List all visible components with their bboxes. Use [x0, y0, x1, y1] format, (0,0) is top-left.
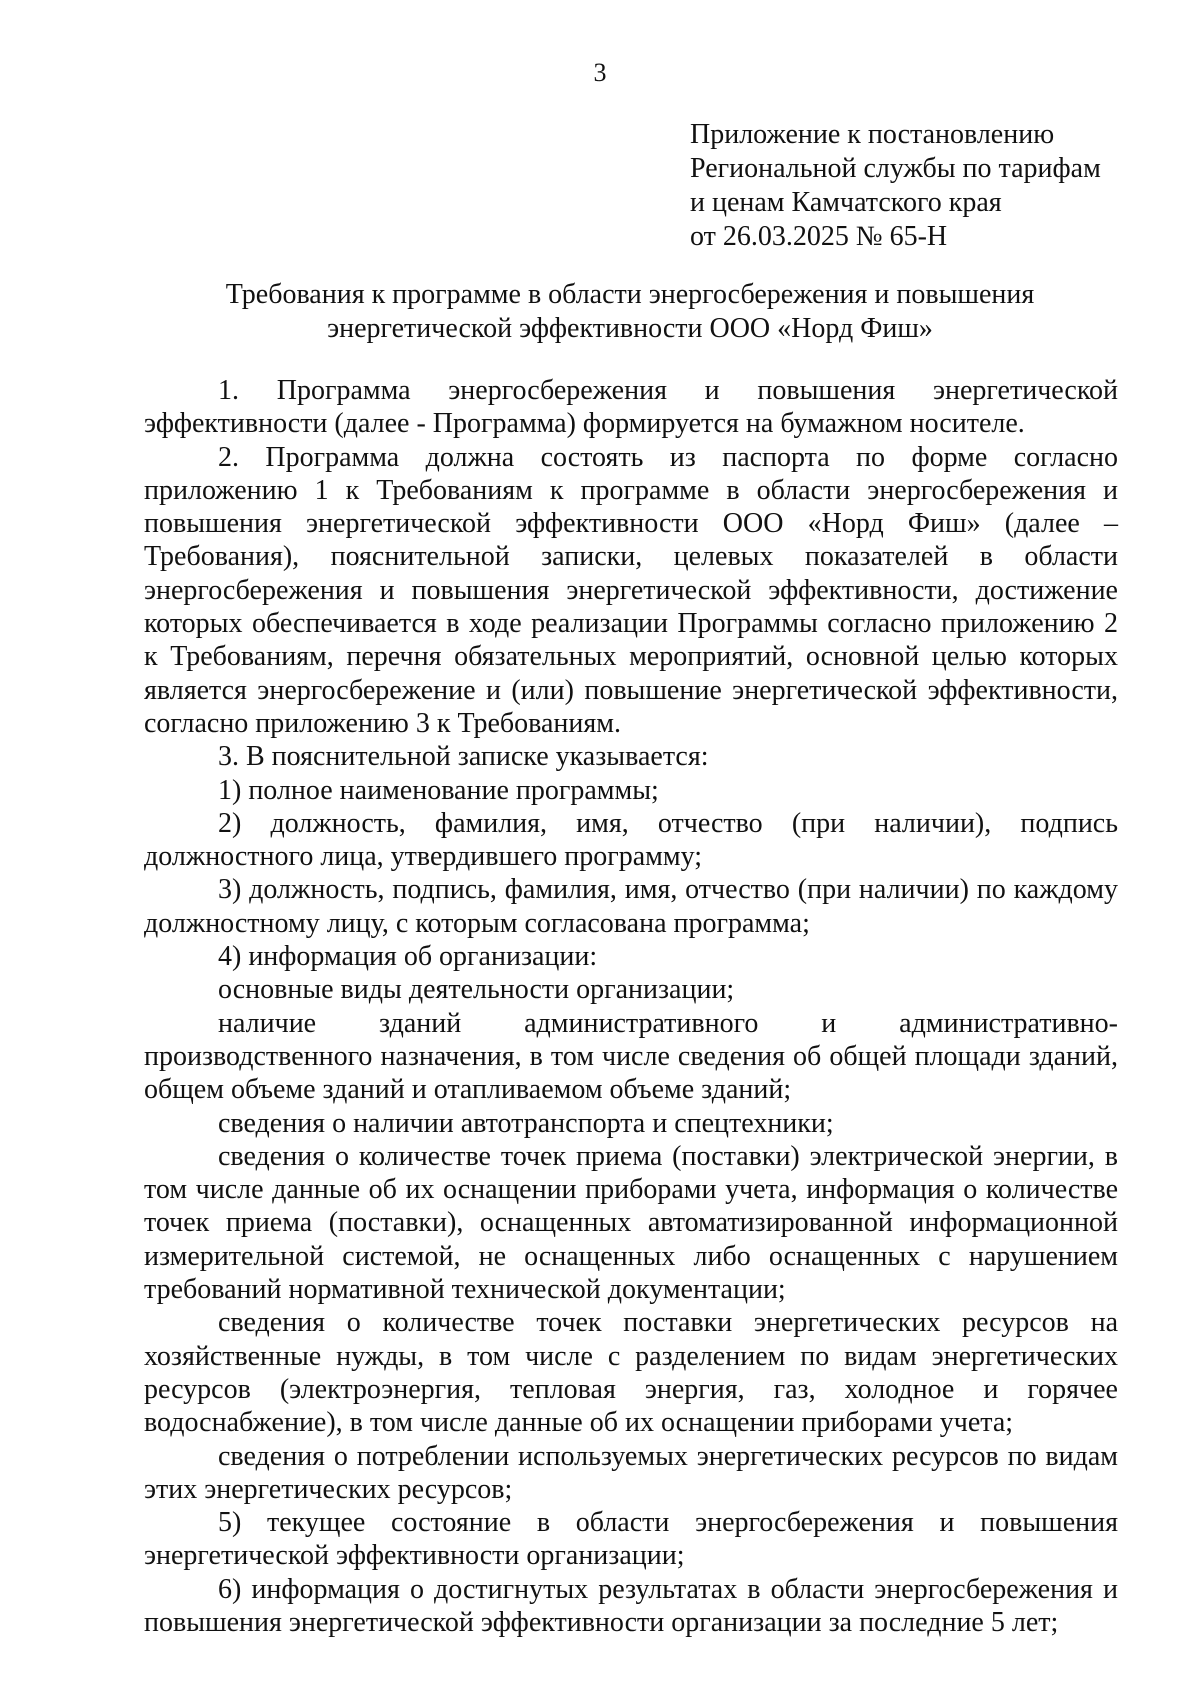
appendix-line: и ценам Камчатского края	[690, 187, 1002, 218]
paragraph: 5) текущее состояние в области энергосбережения и повышения энергетической эффективности организации;	[144, 1507, 1118, 1572]
paragraph: сведения о количестве точек приема (поставки) электрической энергии, в том числе данные об их оснащении приборами учета, информация о количестве точек приема (поставки), оснащенных автоматизированной информационной измерительной системой, не оснащенных либо оснащенных с нарушением требований нормативной технической документации;	[144, 1140, 1118, 1306]
paragraph: сведения о потреблении используемых энергетических ресурсов по видам этих энергетических ресурсов;	[144, 1440, 1118, 1505]
paragraph: 4) информация об организации:	[218, 941, 598, 973]
paragraph: сведения о количестве точек поставки энергетических ресурсов на хозяйственные нужды, в том числе с разделением по видам энергетических ресурсов (электроэнергия, тепловая энергия, газ, холодное и горячее водоснабжение), в том числе данные об их оснащении приборами учета;	[144, 1307, 1118, 1439]
appendix-line: Региональной службы по тарифам	[690, 153, 1101, 184]
appendix-line: от 26.03.2025 № 65-Н	[690, 221, 948, 252]
appendix-header	[690, 118, 1170, 254]
document-body	[144, 374, 1118, 1639]
paragraph: 2) должность, фамилия, имя, отчество (при наличии), подпись должностного лица, утвердившего программу;	[144, 807, 1118, 873]
paragraph: наличие зданий административного и административно-производственного назначения, в том числе сведения об общей площади зданий, общем объеме зданий и отапливаемом объеме зданий;	[144, 1007, 1118, 1106]
paragraph: 3. В пояснительной записке указывается:	[218, 741, 709, 773]
document-title	[0, 278, 1200, 346]
paragraph: сведения о наличии автотранспорта и спецтехники;	[218, 1107, 834, 1139]
title-line: Требования к программе в области энергосбережения и повышения	[225, 279, 1035, 310]
paragraph: 1) полное наименование программы;	[218, 774, 659, 806]
page-number: 3	[593, 58, 607, 87]
paragraph: 6) информация о достигнутых результатах в области энергосбережения и повышения энергетической эффективности организации за последние 5 лет;	[144, 1573, 1118, 1638]
paragraph: 3) должность, подпись, фамилия, имя, отчество (при наличии) по каждому должностному лицу, с которым согласована программа;	[144, 874, 1118, 939]
paragraph: 1. Программа энергосбережения и повышения энергетической эффективности (далее - Программа) формируется на бумажном носителе.	[144, 375, 1118, 440]
appendix-line: Приложение к постановлению	[690, 119, 1055, 150]
paragraph: основные виды деятельности организации;	[218, 974, 735, 1006]
title-line: энергетической эффективности ООО «Норд Фиш»	[327, 313, 933, 344]
paragraph: 2. Программа должна состоять из паспорта по форме согласно приложению 1 к Требованиям к программе в области энергосбережения и повышения энергетической эффективности ООО «Норд Фиш» (далее – Требования), пояснительной записки, целевых показателей в области энергосбережения и повышения энергетической эффективности, достижение которых обеспечивается в ходе реализации Программы согласно приложению 2 к Требованиям, перечня обязательных мероприятий, основной целью которых является энергосбережение и (или) повышение энергетической эффективности, согласно приложению 3 к Требованиям.	[144, 441, 1118, 739]
